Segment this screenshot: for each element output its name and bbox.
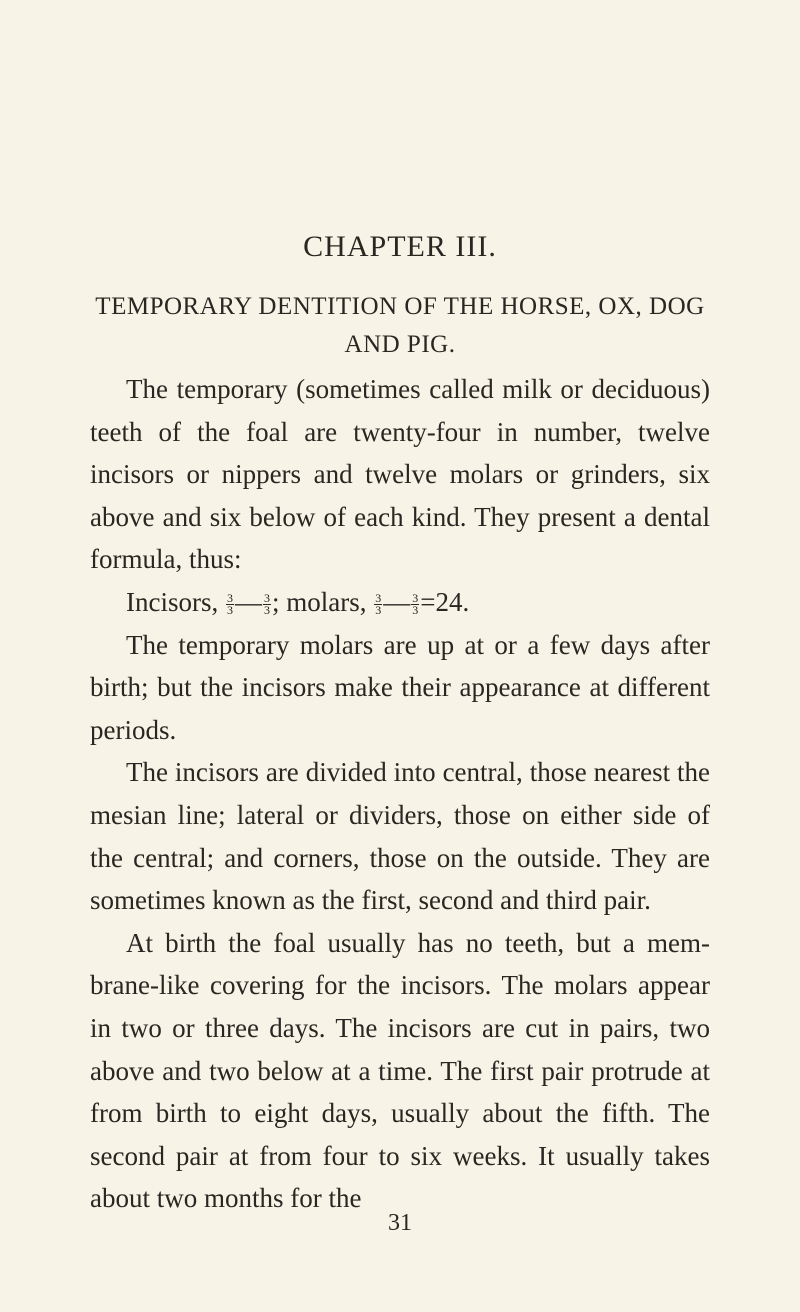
fraction	[263, 593, 271, 616]
page-number: 31	[388, 1210, 412, 1236]
formula-molars-label: molars,	[286, 586, 367, 617]
fraction-numerator: 3	[226, 591, 233, 606]
fraction-denominator: 3	[412, 603, 419, 618]
chapter-heading: CHAPTER III.	[303, 230, 497, 263]
formula-separator: ;	[271, 586, 280, 617]
fraction-denominator: 3	[375, 603, 382, 618]
formula-total: =24.	[420, 586, 470, 617]
fraction-denominator: 3	[226, 603, 233, 618]
fraction-denominator: 3	[263, 603, 270, 618]
paragraph: The incisors are divided into central, those nearest the mesian line; lateral or dividers, those on either side of the central; and corners, those on the outside. They are sometimes known as the first, second and third pair.	[90, 757, 710, 916]
fraction-numerator: 3	[412, 591, 419, 606]
formula-incisors-label: Incisors,	[126, 586, 219, 617]
fraction-numerator: 3	[263, 591, 270, 606]
fraction	[374, 593, 382, 616]
fraction	[411, 593, 419, 616]
formula-dash: —	[383, 586, 411, 617]
paragraph: At birth the foal usually has no teeth, but a membrane-like covering for the incisors. The molars appear in two or three days. The incisors are cut in pairs, two above and two below at a time. The first pair protrude at from birth to eight days, usually about the fifth. The second pair at from four to six weeks. It usually takes about two months for the	[90, 927, 710, 1214]
paragraph: The temporary (sometimes called milk or deciduous) teeth of the foal are twenty-four in number, twelve incisors or nippers and twelve molars or grinders, six above and six below of each kind. They present a dental formula, thus:	[90, 374, 710, 575]
fraction	[226, 593, 234, 616]
body-text	[90, 368, 710, 1220]
fraction-numerator: 3	[375, 591, 382, 606]
paragraph: The temporary molars are up at or a few days after birth; but the incisors make their appearance at different periods.	[90, 629, 710, 745]
section-title: TEMPORARY DENTITION OF THE HORSE, OX, DOG AND PIG.	[95, 293, 705, 358]
dental-formula	[90, 581, 710, 624]
formula-dash: —	[234, 586, 262, 617]
